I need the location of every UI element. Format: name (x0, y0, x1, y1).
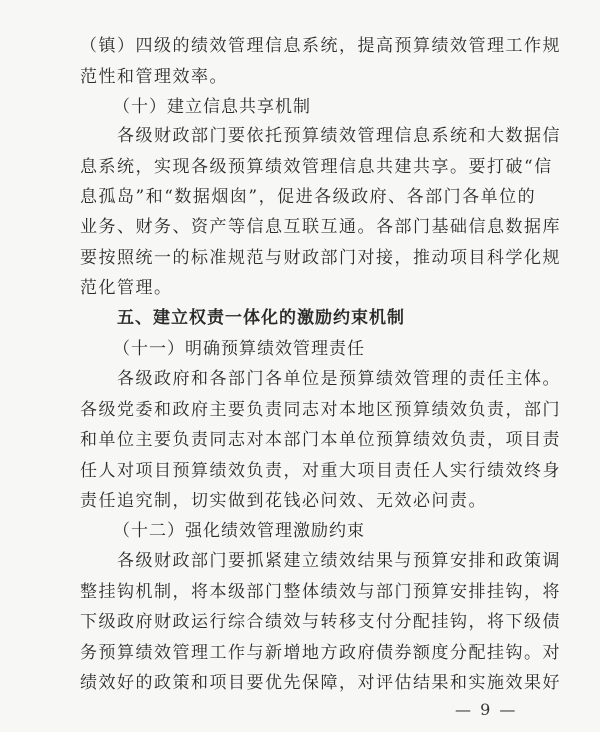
paragraph-line: 务预算绩效管理工作与新增地方政府债券额度分配挂钩。对 (80, 643, 561, 663)
subsection-heading: （十二）强化绩效管理激励约束 (113, 521, 365, 541)
paragraph-line: 要按照统一的标准规范与财政部门对接，推动项目科学化规 (80, 248, 561, 268)
paragraph-line: （镇）四级的绩效管理信息系统，提高预算绩效管理工作规 (80, 36, 561, 56)
paragraph-line: 各级政府和各部门各单位是预算绩效管理的责任主体。 (117, 369, 561, 389)
subsection-heading: （十一）明确预算绩效管理责任 (113, 339, 365, 359)
paragraph-line: 下级政府财政运行综合绩效与转移支付分配挂钩，将下级债 (80, 612, 561, 632)
paragraph-line: 各级财政部门要抓紧建立绩效结果与预算安排和政策调 (117, 551, 561, 571)
paragraph-line: 范化管理。 (80, 278, 173, 298)
paragraph-line: 范性和管理效率。 (80, 67, 228, 87)
paragraph-line: 各级党委和政府主要负责同志对本地区预算绩效负责，部门 (80, 400, 561, 420)
paragraph-line: 责任追究制，切实做到花钱必问效、无效必问责。 (80, 491, 487, 511)
paragraph-line: 各级财政部门要依托预算绩效管理信息系统和大数据信 (117, 126, 561, 146)
paragraph-line: 息孤岛”和“数据烟囱”，促进各级政府、各部门各单位的 (80, 187, 537, 207)
paragraph-line: 和单位主要负责同志对本部门本单位预算绩效负责，项目责 (80, 430, 561, 450)
page-number: — 9 — (455, 700, 518, 719)
paragraph-line: 业务、财务、资产等信息互联互通。各部门基础信息数据库 (80, 217, 561, 237)
paragraph-line: 整挂钩机制，将本级部门整体绩效与部门预算安排挂钩，将 (80, 582, 561, 602)
section-heading: 五、建立权责一体化的激励约束机制 (117, 308, 405, 328)
paragraph-line: 息系统，实现各级预算绩效管理信息共建共享。要打破“信 (80, 157, 553, 177)
paragraph-line: 任人对项目预算绩效负责，对重大项目责任人实行绩效终身 (80, 461, 561, 481)
paragraph-line: 绩效好的政策和项目要优先保障，对评估结果和实施效果好 (80, 673, 561, 693)
subsection-heading: （十）建立信息共享机制 (113, 97, 311, 117)
